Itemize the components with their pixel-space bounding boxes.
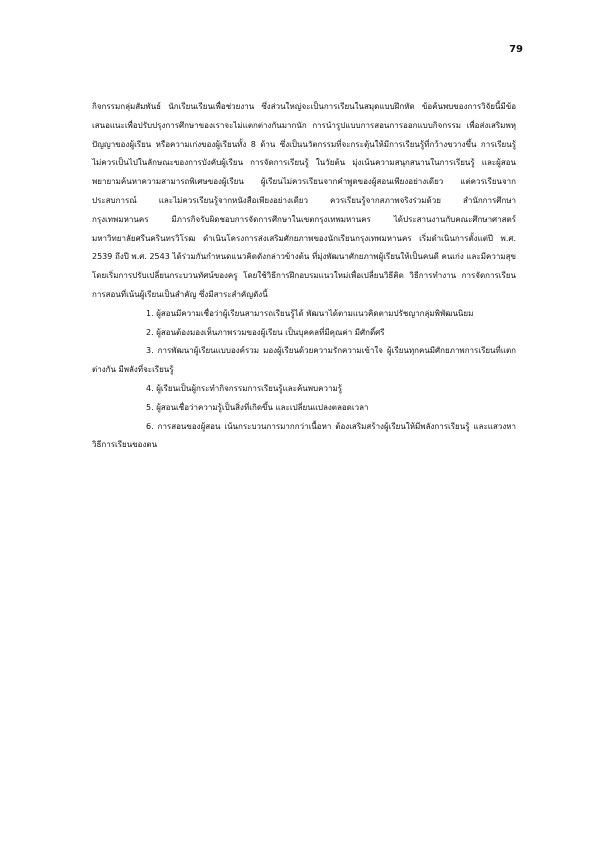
list-item-text: ผู้สอนต้องมองเห็นภาพรวมของผู้เรียน เป็นบุคคลที่มีคุณค่า มีศักดิ์ศรี (156, 327, 385, 337)
list-item-text: ผู้สอนมีความเชื่อว่าผู้เรียนสามารถเรียนรู้ได้ พัฒนาได้ตามแนวคิดตามปรัชญากลุ่มพิพัฒนนิยม (156, 308, 474, 318)
list-item-number: 5. (146, 402, 154, 412)
list-item (92, 380, 516, 399)
list-item-text: ผู้สอนเชื่อว่าความรู้เป็นสิ่งที่เกิดขึ้น และเปลี่ยนแปลงตลอดเวลา (156, 402, 369, 412)
list-item (92, 418, 516, 456)
key-points-list (92, 305, 516, 455)
list-item-text: การสอนของผู้สอน เน้นกระบวนการมากกว่าเนื้อหา ต้องเสริมสร้างผู้เรียนให้มีพลังการเรียนรู้ และแสวงหาวิธีการเรียนของตน (92, 421, 516, 450)
list-item-text: การพัฒนาผู้เรียนแบบองค์รวม มองผู้เรียนด้วยความรักความเข้าใจ ผู้เรียนทุกคนมีศักยภาพการเรียนที่แตกต่างกัน มีพลังที่จะเรียนรู้ (92, 346, 516, 375)
list-item (92, 324, 516, 343)
list-item-number: 1. (146, 308, 154, 318)
list-item-number: 2. (146, 327, 154, 337)
list-item-number: 4. (146, 383, 154, 393)
list-item (92, 305, 516, 324)
list-item (92, 399, 516, 418)
intro-paragraph: กิจกรรมกลุ่มสัมพันธ์ นักเรียนเรียนเพื่อช่วยงาน ซึ่งส่วนใหญ่จะเป็นการเรียนในสมุดแบบฝึกหัด ข้อค้นพบของการวิจัยนี้มีข้อเสนอแนะเพื่อปรับปรุงการศึกษาของเราจะไม่แตกต่างกันมากนัก การนำรูปแบบการสอนการออกแบบกิจกรรม เพื่อส่งเสริมพหุปัญญาของผู้เรียน หรือความเก่งของผู้เรียนทั้ง 8 ด้าน ซึ่งเป็นนวัตกรรมที่จะกระตุ้นให้มีการเรียนรู้ที่กว้างขวางขึ้น การเรียนรู้ไม่ควรเป็นไปในลักษณะของการบังคับผู้เรียน การจัดการเรียนรู้ ในวัยต้น มุ่งเน้นความสนุกสนานในการเรียนรู้ และผู้สอนพยายามค้นหาความสามารถพิเศษของผู้เรียน ผู้เรียนไม่ควรเรียนจากคำพูดของผู้สอนเพียงอย่างเดียว แต่ควรเรียนจากประสบการณ์ และไม่ควรเรียนรู้จากหนังสือเพียงอย่างเดียว ควรเรียนรู้จากสภาพจริงร่วมด้วย สำนักการศึกษา กรุงเทพมหานคร มีภารกิจรับผิดชอบการจัดการศึกษาในเขตกรุงเทพมหานคร ได้ประสานงานกับคณะศึกษาศาสตร์ มหาวิทยาลัยศรีนครินทรวิโรฒ ดำเนินโครงการส่งเสริมศักยภาพของนักเรียนกรุงเทพมหานคร เริ่มดำเนินการตั้งแต่ปี พ.ศ. 2539 ถึงปี พ.ศ. 2543 ได้ร่วมกันกำหนดแนวคิดดังกล่าวข้างต้น ที่มุ่งพัฒนาศักยภาพผู้เรียนให้เป็นคนดี คนเก่ง และมีความสุข โดยเริ่มการปรับเปลี่ยนกระบวนทัศน์ของครู โดยใช้วิธีการฝึกอบรมแนวใหม่เพื่อเปลี่ยนวิธีคิด วิธีการทำงาน การจัดการเรียนการสอนที่เน้นผู้เรียนเป็นสำคัญ ซึ่งมีสาระสำคัญดังนี้ (92, 102, 516, 299)
document-body (92, 98, 516, 455)
list-item (92, 342, 516, 380)
page-number: 79 (509, 44, 523, 55)
list-item-text: ผู้เรียนเป็นผู้กระทำกิจกรรมการเรียนรู้และค้นพบความรู้ (156, 383, 343, 393)
list-item-number: 6. (146, 421, 154, 431)
list-item-number: 3. (146, 346, 154, 356)
